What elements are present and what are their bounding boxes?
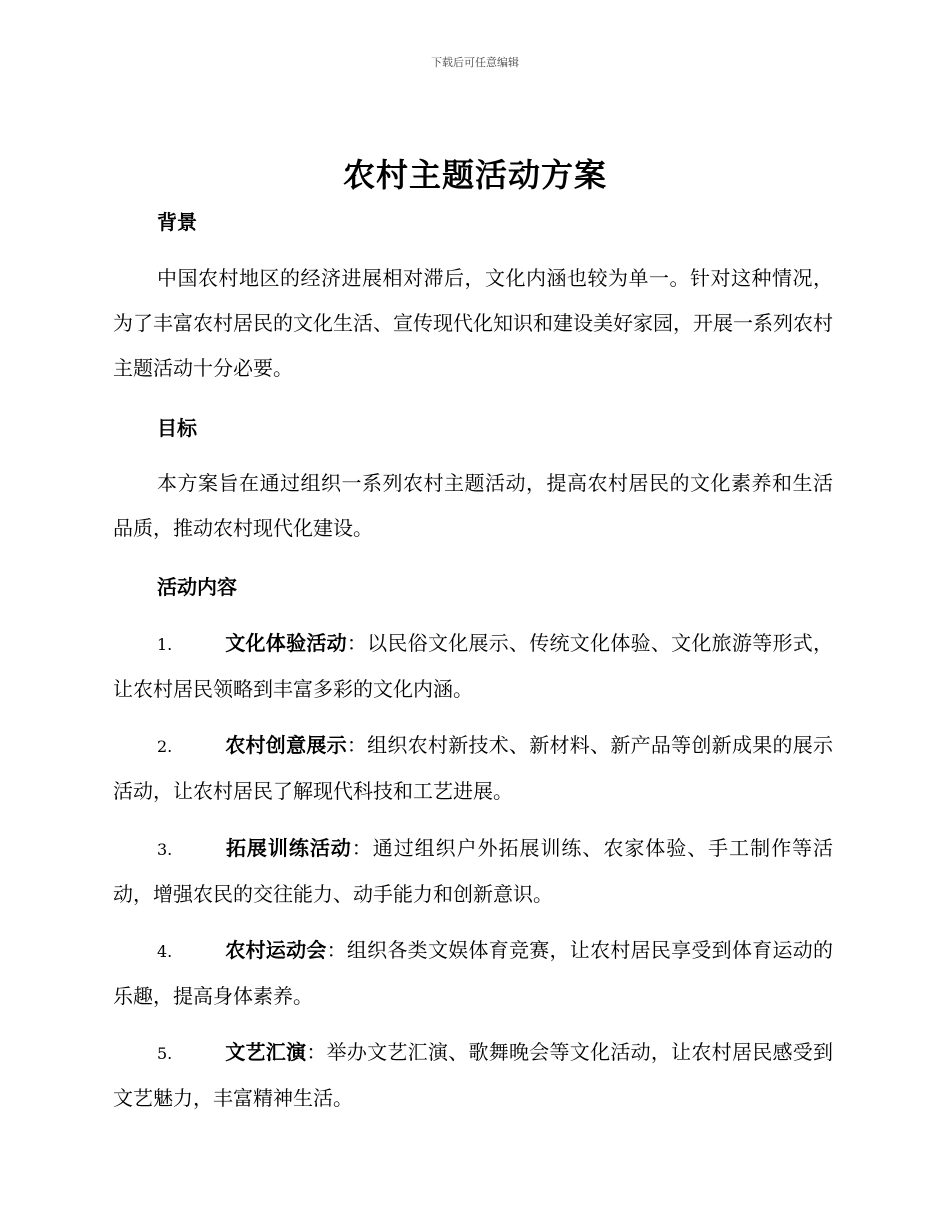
list-item-description: ：组织农村新技术、新材料、新产品等创新成果的展示活动，让农村居民了解现代科技和工艺进展。: [113, 733, 834, 803]
document-title: 农村主题活动方案: [342, 156, 607, 194]
list-item-2: [113, 723, 833, 814]
list-item-3: [113, 826, 833, 917]
heading-goal: 目标: [157, 416, 197, 440]
heading-background: 背景: [157, 210, 197, 234]
paragraph-goal: 本方案旨在通过组织一系列农村主题活动，提高农村居民的文化素养和生活品质，推动农村现代化建设。: [113, 471, 833, 540]
list-item-4: [113, 928, 833, 1019]
list-number: 1.: [157, 635, 173, 654]
list-item-title: 农村运动会: [225, 938, 327, 962]
list-item-title: 文化体验活动: [225, 631, 347, 655]
list-item-title: 文艺汇演: [225, 1040, 307, 1064]
list-number: 3.: [157, 840, 173, 859]
paragraph-background: 中国农村地区的经济进展相对滞后，文化内涵也较为单一。针对这种情况，为了丰富农村居民的文化生活、宣传现代化知识和建设美好家园，开展一系列农村主题活动十分必要。: [113, 266, 833, 380]
list-item-description: ：举办文艺汇演、歌舞晚会等文化活动，让农村居民感受到文艺魅力，丰富精神生活。: [113, 1040, 834, 1110]
heading-activities: 活动内容: [157, 575, 237, 599]
list-number: 2.: [157, 737, 173, 756]
list-number: 4.: [157, 942, 173, 961]
list-item-title: 农村创意展示: [225, 733, 347, 757]
list-item-description: ：组织各类文娱体育竞赛，让农村居民享受到体育运动的乐趣，提高身体素养。: [113, 938, 834, 1008]
list-item-description: ：通过组织户外拓展训练、农家体验、手工制作等活动，增强农民的交往能力、动手能力和创新意识。: [113, 836, 834, 906]
list-item-1: [113, 621, 833, 712]
list-item-description: ：以民俗文化展示、传统文化体验、文化旅游等形式，让农村居民领略到丰富多彩的文化内涵。: [113, 631, 834, 701]
list-item-5: [113, 1030, 833, 1121]
list-number: 5.: [157, 1044, 173, 1063]
header-note: 下载后可任意编辑: [431, 56, 519, 69]
list-item-title: 拓展训练活动: [225, 836, 352, 860]
